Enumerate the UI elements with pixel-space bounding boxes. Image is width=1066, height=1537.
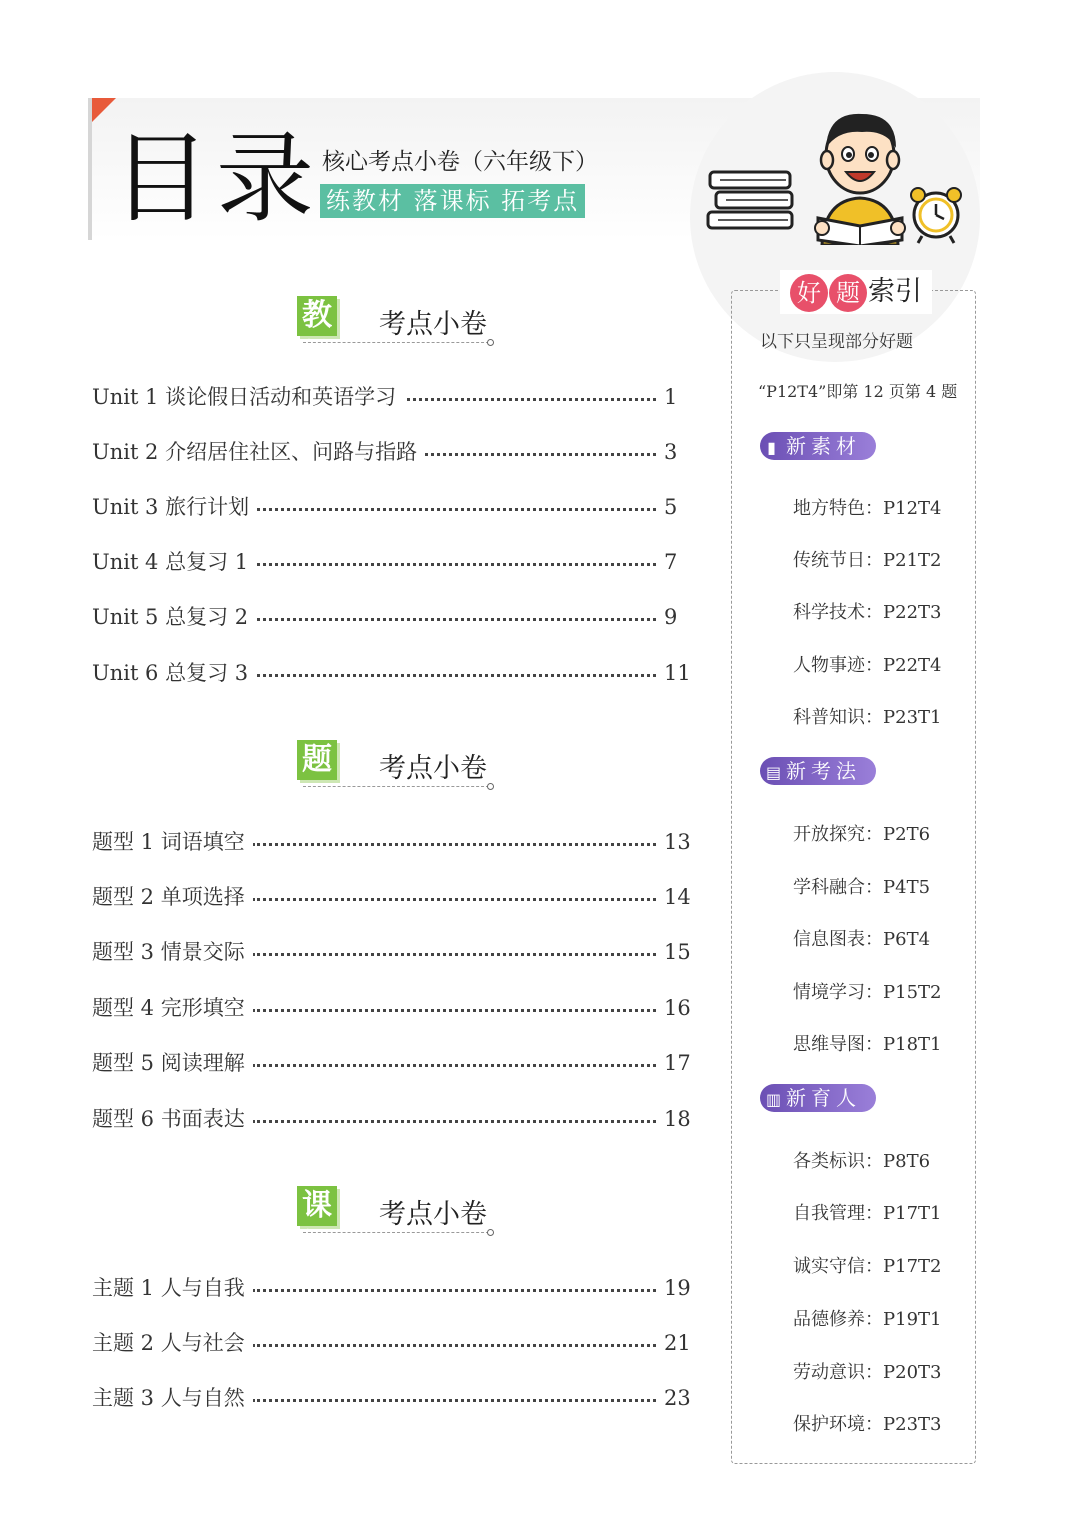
underline-dot (487, 1229, 494, 1236)
index-item: 自我管理：P17T1 (793, 1203, 942, 1224)
toc-entry-page: 3 (658, 437, 704, 467)
section-underline (303, 1232, 489, 1233)
dot-leader (252, 1009, 662, 1012)
index-item: 人物事迹：P22T4 (793, 655, 942, 676)
dot-leader (252, 674, 662, 677)
category-new-material (760, 432, 876, 460)
dot-leader (252, 898, 662, 901)
section-tag: 题型 (297, 740, 337, 780)
category-label: 新素材 (786, 434, 861, 458)
toc-entry[interactable] (92, 658, 704, 688)
toc-entry-page: 1 (658, 382, 704, 412)
toc-entry-label: 题型 6 书面表达 (92, 1104, 253, 1134)
toc-entry[interactable] (92, 827, 704, 857)
toc-entry[interactable] (92, 1273, 704, 1303)
toc-entry-page: 23 (658, 1383, 704, 1413)
toc-entry-label: 题型 1 词语填空 (92, 827, 253, 857)
index-item: 品德修养：P19T1 (793, 1309, 942, 1330)
toc-entry-label: 题型 2 单项选择 (92, 882, 253, 912)
index-note: 以下只呈现部分好题 (760, 332, 913, 352)
toc-entry-page: 13 (658, 827, 704, 857)
dot-leader (252, 508, 662, 511)
boy-reading-illustration (700, 100, 970, 245)
index-item: 劳动意识：P20T3 (793, 1362, 942, 1383)
boy-icon (815, 114, 905, 245)
toc-entry-label: 主题 3 人与自然 (92, 1383, 253, 1413)
dot-leader (252, 1120, 662, 1123)
toc-entry[interactable] (92, 437, 704, 467)
index-note: “P12T4”即第 12 页第 4 题 (758, 382, 958, 401)
index-item: 各类标识：P8T6 (793, 1151, 931, 1172)
toc-entry-page: 18 (658, 1104, 704, 1134)
toc-entry-label: Unit 6 总复习 3 (92, 658, 256, 688)
toc-entry-label: Unit 2 介绍居住社区、问路与指路 (92, 437, 425, 467)
book-stack-icon (708, 172, 792, 228)
dot-leader (252, 953, 662, 956)
title-badge: 好 (790, 274, 828, 312)
notebook-icon: ▤ (766, 763, 787, 782)
toc-entry[interactable] (92, 1383, 704, 1413)
section-underline (303, 786, 489, 787)
toc-entry-page: 11 (658, 658, 704, 688)
section-underline (303, 342, 489, 343)
toc-entry-label: 题型 3 情景交际 (92, 937, 253, 967)
toc-entry[interactable] (92, 993, 704, 1023)
dot-leader (252, 1399, 662, 1402)
title-text: 索引 (868, 276, 922, 307)
index-item: 开放探究：P2T6 (793, 824, 931, 845)
toc-entry-label: 题型 4 完形填空 (92, 993, 253, 1023)
index-item: 科学技术：P22T3 (793, 602, 942, 623)
toc-entry[interactable] (92, 1048, 704, 1078)
index-item: 思维导图：P18T1 (793, 1034, 942, 1055)
toc-entry[interactable] (92, 547, 704, 577)
alarm-clock-icon (911, 188, 961, 243)
category-new-method (760, 757, 876, 785)
open-book-icon: ▥ (766, 1090, 787, 1109)
toc-entry-label: Unit 3 旅行计划 (92, 492, 257, 522)
dot-leader (252, 563, 662, 566)
index-item: 情境学习：P15T2 (793, 982, 942, 1003)
section-heading-text: 考点小卷 (379, 753, 487, 784)
index-item: 科普知识：P23T1 (793, 707, 942, 728)
section-heading-text: 考点小卷 (379, 309, 487, 340)
toc-entry-label: Unit 1 谈论假日活动和英语学习 (92, 382, 404, 412)
toc-entry-label: 主题 2 人与社会 (92, 1328, 253, 1358)
toc-entry[interactable] (92, 1104, 704, 1134)
toc-entry-page: 5 (658, 492, 704, 522)
dot-leader (252, 1344, 662, 1347)
underline-dot (487, 339, 494, 346)
toc-entry-page: 17 (658, 1048, 704, 1078)
index-item: 学科融合：P4T5 (793, 877, 931, 898)
dot-leader (252, 1289, 662, 1292)
toc-entry-label: Unit 5 总复习 2 (92, 602, 256, 632)
slogan-banner: 练教材 落课标 拓考点 (320, 184, 585, 218)
dot-leader (252, 843, 662, 846)
toc-entry[interactable] (92, 492, 704, 522)
toc-entry[interactable] (92, 382, 704, 412)
section-tag: 教材 (297, 296, 337, 336)
toc-entry[interactable] (92, 882, 704, 912)
index-panel-title (780, 270, 932, 314)
toc-entry[interactable] (92, 602, 704, 632)
index-item: 诚实守信：P17T2 (793, 1256, 942, 1277)
bookmark-icon: ▮ (767, 438, 781, 457)
dot-leader (252, 1064, 662, 1067)
toc-entry-page: 14 (658, 882, 704, 912)
toc-entry-page: 7 (658, 547, 704, 577)
index-item: 保护环境：P23T3 (793, 1414, 942, 1435)
index-item: 信息图表：P6T4 (793, 929, 931, 950)
toc-entry-label: Unit 4 总复习 1 (92, 547, 256, 577)
title-badge: 题 (829, 274, 867, 312)
page-subtitle: 核心考点小卷（六年级下） (322, 149, 598, 175)
toc-entry-page: 21 (658, 1328, 704, 1358)
section-heading-text: 考点小卷 (379, 1199, 487, 1230)
category-label: 新考法 (786, 759, 861, 783)
toc-entry-label: 主题 1 人与自我 (92, 1273, 253, 1303)
toc-entry[interactable] (92, 937, 704, 967)
toc-entry[interactable] (92, 1328, 704, 1358)
toc-entry-page: 19 (658, 1273, 704, 1303)
index-item: 传统节日：P21T2 (793, 550, 942, 571)
toc-entry-label: 题型 5 阅读理解 (92, 1048, 253, 1078)
dot-leader (252, 618, 662, 621)
toc-entry-page: 16 (658, 993, 704, 1023)
page-title: 目录 (112, 122, 321, 236)
category-label: 新育人 (786, 1086, 861, 1110)
toc-entry-page: 15 (658, 937, 704, 967)
index-item: 地方特色：P12T4 (793, 498, 942, 519)
underline-dot (487, 783, 494, 790)
toc-entry-page: 9 (658, 602, 704, 632)
section-tag: 课标 (297, 1186, 337, 1226)
header-left-bar (88, 98, 92, 240)
category-new-education (760, 1084, 876, 1112)
